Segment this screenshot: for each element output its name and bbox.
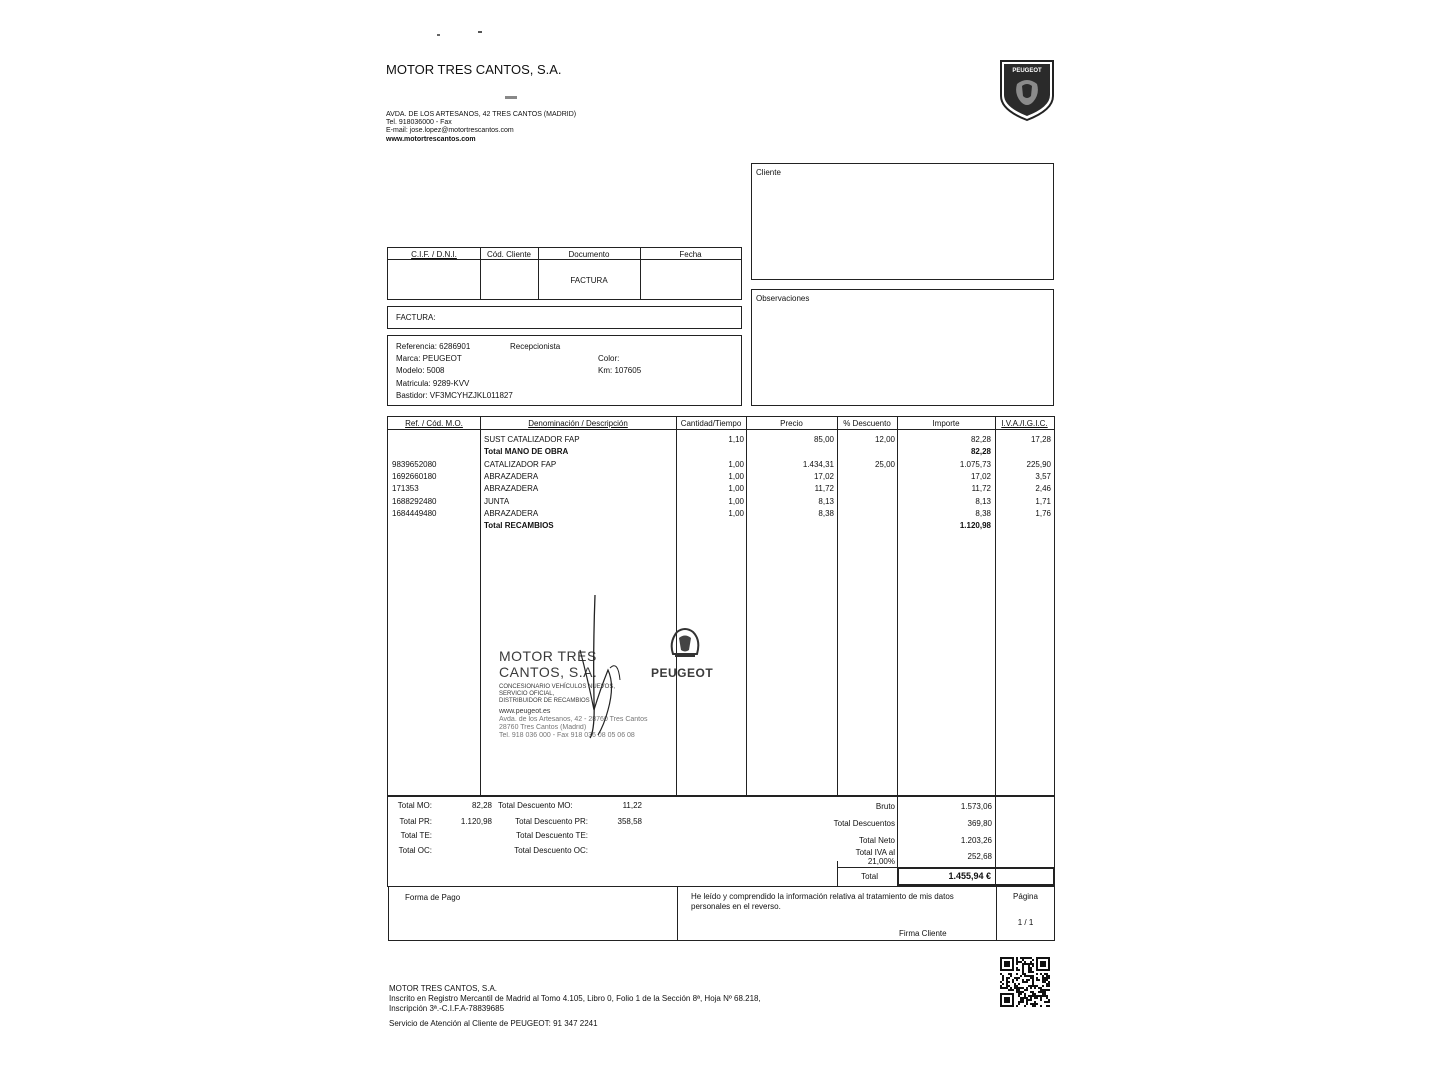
- company-address: AVDA. DE LOS ARTESANOS, 42 TRES CANTOS (MADRID): [386, 111, 577, 118]
- cell-desc: JUNTA: [484, 496, 510, 506]
- bruto-label: Bruto: [875, 802, 895, 811]
- cell-amount: 82,28: [970, 447, 991, 457]
- pagina-label: Página: [1013, 892, 1038, 901]
- vehicle-marca: Marca: PEUGEOT: [396, 354, 462, 363]
- total-iva-rate: 21,00%: [867, 857, 895, 866]
- totals-dlabel: Total Descuento MO:: [498, 801, 573, 810]
- col-fecha: Fecha: [679, 250, 702, 259]
- client-box: [751, 163, 1054, 280]
- cell-amount: 82,28: [970, 435, 991, 444]
- total-neto-label: Total Neto: [858, 836, 895, 845]
- documento-value: FACTURA: [570, 276, 608, 285]
- company-web: www.motortrescantos.com: [386, 136, 476, 143]
- cell-ref: 1688292480: [392, 496, 437, 506]
- cell-price: 8,38: [818, 508, 834, 518]
- cell-qty: 1,00: [728, 459, 744, 469]
- scan-speck: [505, 96, 517, 99]
- stamp-small1: CONCESIONARIO VEHÍCULOS NUEVOS,: [499, 684, 616, 690]
- totals-label: Total MO:: [397, 801, 432, 810]
- cell-disc: 25,00: [874, 459, 895, 469]
- th-qty: Cantidad/Tiempo: [680, 419, 742, 428]
- th-amount: Importe: [932, 419, 960, 428]
- stamp-addr2: 28760 Tres Cantos (Madrid): [499, 724, 587, 731]
- cell-desc: SUST CATALIZADOR FAP: [484, 435, 580, 444]
- forma-pago-label: Forma de Pago: [405, 893, 461, 902]
- legal-line1: Inscrito en Registro Mercantil de Madrid al Tomo 4.105, Libro 0, Folio 1 de la Sección 8ª, Hoja Nº 68.218,: [389, 994, 761, 1003]
- vehicle-matricula: Matricula: 9289-KVV: [396, 379, 470, 388]
- vehicle-color: Color:: [598, 354, 620, 363]
- cell-iva: 1,71: [1035, 496, 1051, 506]
- bruto-value: 1.573,06: [960, 802, 992, 811]
- stamp-addr1: Avda. de los Artesanos, 42 - 28760 Tres Cantos: [499, 716, 648, 723]
- footer-box: [388, 886, 1055, 941]
- privacy-line2: personales en el reverso.: [691, 902, 781, 911]
- stamp-web: www.peugeot.es: [499, 708, 551, 715]
- th-price: Precio: [780, 419, 803, 428]
- cell-desc: ABRAZADERA: [484, 484, 539, 494]
- cell-qty: 1,00: [728, 471, 744, 481]
- total-iva-label: Total IVA al: [855, 848, 895, 857]
- table-row: [388, 521, 1054, 533]
- cell-amount: 8,38: [975, 508, 991, 518]
- th-desc: Denominación / Descripción: [528, 419, 628, 428]
- cell-iva: 1,76: [1035, 508, 1051, 518]
- total-neto-value: 1.203,26: [960, 836, 992, 845]
- stamp-line1: MOTOR TRES: [499, 648, 597, 664]
- legal-service: Servicio de Atención al Cliente de PEUGEOT: 91 347 2241: [389, 1019, 598, 1028]
- client-label: Cliente: [756, 168, 781, 177]
- cell-desc: Total RECAMBIOS: [484, 521, 554, 531]
- th-disc: % Descuento: [843, 419, 891, 428]
- scan-speck: [478, 31, 482, 33]
- cell-iva: 17,28: [1030, 435, 1051, 444]
- stamp-lion-icon: [665, 624, 705, 662]
- company-phone: Tel. 918036000 - Fax: [386, 119, 452, 126]
- totals-label: Total PR:: [399, 817, 432, 826]
- totals-label: Total OC:: [398, 846, 432, 855]
- cell-qty: 1,00: [728, 496, 744, 506]
- totals-dlabel: Total Descuento PR:: [515, 817, 588, 826]
- cell-ref: 1684449480: [392, 508, 437, 518]
- privacy-line1: He leído y comprendido la información relativa al tratamiento de mis datos: [691, 892, 954, 901]
- qr-code: [1000, 957, 1050, 1007]
- cell-desc: CATALIZADOR FAP: [484, 459, 557, 469]
- legal-company-name: MOTOR TRES CANTOS, S.A.: [389, 984, 498, 993]
- table-row: [388, 484, 1054, 496]
- logo-brand-text: PEUGEOT: [1012, 68, 1042, 74]
- cell-price: 8,13: [818, 496, 834, 506]
- vehicle-bastidor: Bastidor: VF3MCYHZJKL011827: [396, 391, 513, 400]
- cell-ref: 1692660180: [392, 471, 437, 481]
- totals-value: 82,28: [471, 801, 492, 810]
- total-descuentos-label: Total Descuentos: [833, 819, 895, 828]
- table-row: [388, 472, 1054, 484]
- totals-label: Total TE:: [400, 831, 432, 840]
- col-cod-cliente: Cód. Cliente: [486, 250, 532, 259]
- scan-speck: [437, 34, 440, 36]
- cell-desc: ABRAZADERA: [484, 471, 539, 481]
- vehicle-modelo: Modelo: 5008: [396, 366, 445, 375]
- cell-qty: 1,00: [728, 484, 744, 494]
- stamp-small3: DISTRIBUIDOR DE RECAMBIOS: [499, 698, 590, 704]
- company-name: MOTOR TRES CANTOS, S.A.: [386, 62, 562, 77]
- cell-iva: 225,90: [1026, 459, 1051, 469]
- col-cif: C.I.F. / D.N.I.: [411, 250, 457, 259]
- doc-header-box: [387, 247, 742, 300]
- total-iva-value: 252,68: [967, 852, 992, 861]
- cell-amount: 17,02: [970, 471, 991, 481]
- vehicle-referencia: Referencia: 6286901: [396, 342, 471, 351]
- pagina-value: 1 / 1: [1017, 918, 1034, 927]
- table-row: [388, 497, 1054, 509]
- total-descuentos-value: 369,80: [967, 819, 992, 828]
- legal-line2: Inscripción 3ª.-C.I.F.A-78839685: [389, 1004, 505, 1013]
- cell-qty: 1,10: [728, 435, 744, 444]
- table-row: [388, 460, 1054, 472]
- vehicle-recepcionista: Recepcionista: [510, 342, 561, 351]
- totals-dlabel: Total Descuento TE:: [516, 831, 588, 840]
- signature-scribble: [560, 590, 650, 740]
- factura-box: [387, 306, 742, 329]
- vehicle-box: [387, 335, 742, 406]
- firma-cliente-label: Firma Cliente: [899, 929, 947, 938]
- totals-dvalue: 11,22: [622, 801, 642, 810]
- table-row: [388, 447, 1054, 459]
- cell-amount: 1.120,98: [959, 521, 991, 531]
- cell-price: 11,72: [814, 484, 834, 494]
- cell-iva: 2,46: [1035, 484, 1051, 494]
- th-ref: Ref. / Cód. M.O.: [405, 419, 463, 428]
- observations-box: [751, 289, 1054, 406]
- vehicle-km: Km: 107605: [598, 366, 642, 375]
- cell-disc: 12,00: [874, 435, 895, 444]
- totals-dlabel: Total Descuento OC:: [514, 846, 588, 855]
- cell-amount: 8,13: [975, 496, 991, 506]
- cell-amount: 1.075,73: [959, 459, 991, 469]
- stamp-brand: PEUGEOT: [651, 666, 714, 680]
- table-row: [388, 509, 1054, 521]
- total-value: 1.455,94 €: [948, 871, 991, 881]
- peugeot-logo: [998, 58, 1056, 122]
- cell-amount: 11,72: [971, 484, 991, 494]
- cell-iva: 3,57: [1035, 471, 1051, 481]
- totals-value: 1.120,98: [460, 817, 492, 826]
- cell-ref: 171353: [392, 484, 419, 494]
- factura-label: FACTURA:: [396, 313, 436, 322]
- stamp-line2: CANTOS, S.A.: [499, 664, 598, 680]
- table-row: [388, 435, 1054, 447]
- col-documento: Documento: [568, 250, 610, 259]
- total-label: Total: [861, 872, 878, 881]
- cell-price: 85,00: [813, 435, 834, 444]
- stamp-tel: Tel. 918 036 000 - Fax 918 036 08 05 06 08: [499, 732, 635, 739]
- cell-price: 17,02: [813, 471, 834, 481]
- company-email: E-mail: jose.lopez@motortrescantos.com: [386, 127, 514, 134]
- cell-desc: Total MANO DE OBRA: [484, 447, 569, 457]
- observations-label: Observaciones: [756, 294, 810, 303]
- cell-qty: 1,00: [728, 508, 744, 518]
- th-iva: I.V.A./I.G.I.C.: [1001, 419, 1048, 428]
- cell-ref: 9839652080: [392, 459, 437, 469]
- totals-dvalue: 358,58: [617, 817, 642, 826]
- cell-price: 1.434,31: [802, 459, 834, 469]
- stamp-small2: SERVICIO OFICIAL,: [499, 691, 555, 697]
- cell-desc: ABRAZADERA: [484, 508, 539, 518]
